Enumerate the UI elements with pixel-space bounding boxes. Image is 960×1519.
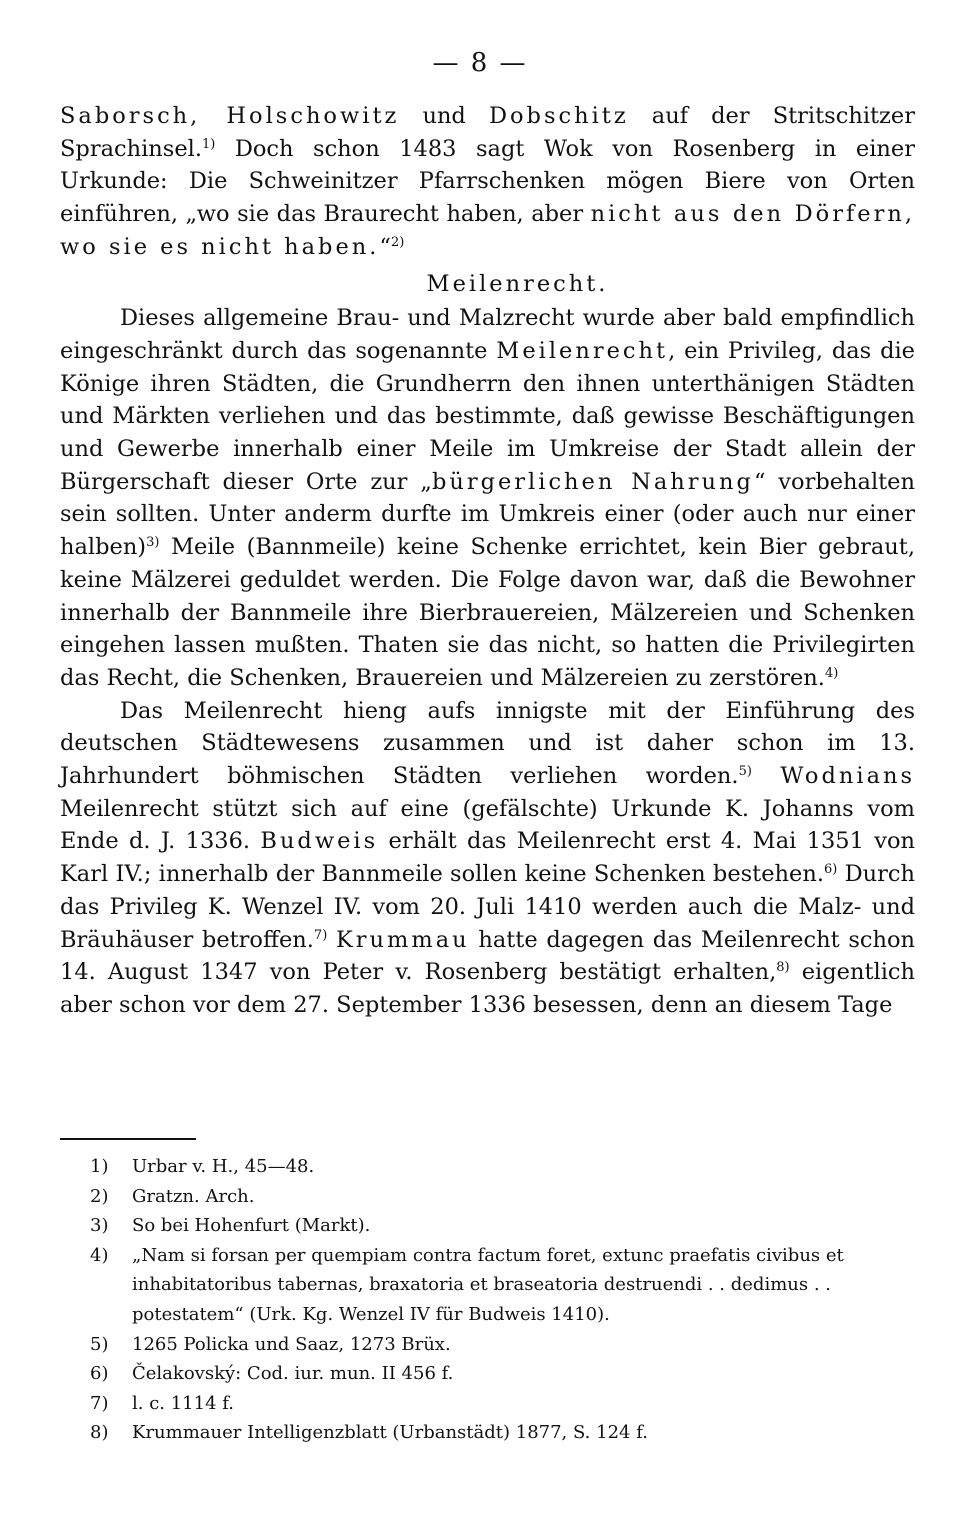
paragraph-history — [60, 695, 915, 1022]
footnote-ref-8[interactable]: 8) — [776, 960, 790, 976]
place-name: Dobschitz — [488, 103, 629, 129]
emphasis-term: Meilenrecht — [496, 337, 669, 364]
footnote-number: 3) — [90, 1215, 109, 1237]
footnote-5 — [90, 1330, 915, 1360]
footnotes — [90, 1152, 915, 1448]
footnote-divider — [60, 1138, 196, 1140]
footnote-text: Krummauer Intelligenzblatt (Urbanstädt) 1877, S. 124 f. — [132, 1422, 648, 1444]
page-number: — 8 — — [432, 48, 528, 78]
footnote-ref-1[interactable]: 1) — [201, 136, 216, 152]
place-name: Krummau — [335, 926, 470, 953]
footnote-8 — [90, 1418, 915, 1448]
text-run — [752, 763, 780, 789]
text-run: Das Meilenrecht hieng aufs innigste mit der Einführung des deutschen Städtewesens zusammen und ist daher schon im 13. Jahrhundert böhmischen Städten verliehen worden. — [60, 697, 915, 790]
text-run: Meile (Bannmeile) keine Schenke errichtet, kein Bier gebraut, keine Mälzerei geduldet werden. Die Folge davon war, daß die Bewohner innerhalb der Bannmeile ihre Bierbrauereien, Mälzereien und Schenken eingehen lassen mußten. Thaten sie das nicht, so hatten die Privilegirten das Recht, die Schenken, Brauereien und Mälzereien zu zerstören. — [60, 534, 915, 691]
paragraph-meilenrecht — [60, 302, 915, 694]
footnote-ref-2[interactable]: 2) — [390, 234, 405, 250]
text-run: und — [399, 103, 489, 129]
footnote-text: Čelakovský: Cod. iur. mun. II 456 f. — [132, 1363, 454, 1385]
section-heading: Meilenrecht. — [426, 270, 609, 297]
footnote-3 — [90, 1211, 915, 1241]
footnote-number: 7) — [90, 1392, 109, 1414]
footnote-text: So bei Hohenfurt (Markt). — [132, 1215, 371, 1237]
body-text — [60, 100, 915, 1022]
footnote-number: 6) — [90, 1363, 109, 1385]
footnote-number: 2) — [90, 1185, 109, 1207]
emphasis-text: nicht aus den Dörfern, wo sie es nicht haben. — [60, 201, 915, 260]
text-run — [327, 927, 336, 953]
footnote-ref-5[interactable]: 5) — [738, 764, 752, 780]
footnote-ref-7[interactable]: 7) — [313, 927, 328, 943]
footnote-text: „Nam si forsan per quempiam contra factum foret, extunc praefatis civibus et inhabitatoribus tabernas, braxatoria et braseatoria destruendi . . dedimus . . potestatem“ (Urk. Kg. Wenzel IV für Budweis 1410). — [132, 1244, 844, 1325]
footnote-6 — [90, 1359, 915, 1389]
footnote-ref-4[interactable]: 4) — [824, 665, 839, 681]
footnote-text: 1265 Policka und Saaz, 1273 Brüx. — [132, 1333, 451, 1355]
footnote-4 — [90, 1241, 915, 1330]
footnote-text: Urbar v. H., 45—48. — [132, 1156, 315, 1177]
footnote-2 — [90, 1182, 915, 1212]
place-name: Budweis — [260, 828, 379, 855]
text-run: Meilenrecht stützt sich auf eine (gefälschte) Urkunde K. Johanns vom Ende d. J. 1336. — [60, 795, 915, 855]
text-run: Durch das Privileg K. Wenzel IV. vom 20. Juli 1410 werden auch die Malz- und Bräuhäuser betroffen. — [60, 861, 915, 953]
text-run: auf der Stritschitzer Sprachinsel. — [60, 103, 915, 162]
footnote-ref-3[interactable]: 3) — [146, 535, 160, 551]
text-run: Doch schon 1483 sagt Wok von Rosenberg in einer Urkunde: Die Schweinitzer Pfarrschenken mögen Biere von Orten einführen, „wo sie das Braurecht haben, aber — [60, 135, 915, 228]
footnote-text: l. c. 1114 f. — [132, 1392, 234, 1414]
text-run: , ein Privileg, das die Könige ihren Städten, die Grundherrn den ihnen unterthänigen Städten und Märkten verliehen und das bestimmte, daß gewisse Beschäftigungen und Gewerbe innerhalb einer Meile im Umkreise der Stadt allein der Bürgerschaft dieser Orte zur „ — [60, 337, 915, 495]
text-run: “ — [379, 233, 391, 260]
text-run: Dieses allgemeine Brau- und Malzrecht wurde aber bald empfindlich eingeschränkt durch das sogenannte — [60, 305, 915, 364]
text-run: hatte dagegen das Meilenrecht schon 14. August 1347 von Peter v. Rosenberg bestätigt erhalten, — [60, 926, 916, 986]
text-run: erhält das Meilenrecht erst 4. Mai 1351 von Karl IV.; innerhalb der Bannmeile sollen keine Schenken bestehen. — [60, 828, 916, 888]
footnote-number: 1) — [90, 1156, 109, 1177]
footnote-text: Gratzn. Arch. — [132, 1185, 255, 1207]
footnote-1 — [90, 1152, 915, 1182]
continuation-paragraph — [60, 100, 915, 264]
place-name: Wodnians — [780, 763, 916, 790]
text-run: eigentlich aber schon vor dem 27. September 1336 besessen, denn an diesem Tage — [60, 959, 915, 1018]
place-names: Saborsch, Holschowitz — [60, 103, 400, 129]
footnote-number: 5) — [90, 1333, 109, 1355]
footnote-ref-6[interactable]: 6) — [823, 862, 838, 878]
footnote-number: 8) — [90, 1422, 109, 1444]
footnote-7 — [90, 1389, 915, 1419]
emphasis-term: bürgerlichen Nahrung — [431, 468, 754, 495]
footnote-number: 4) — [90, 1244, 109, 1266]
text-run: “ vorbehalten sein sollten. Unter anderm durfte im Umkreis einer (oder auch nur einer halben) — [60, 468, 915, 561]
